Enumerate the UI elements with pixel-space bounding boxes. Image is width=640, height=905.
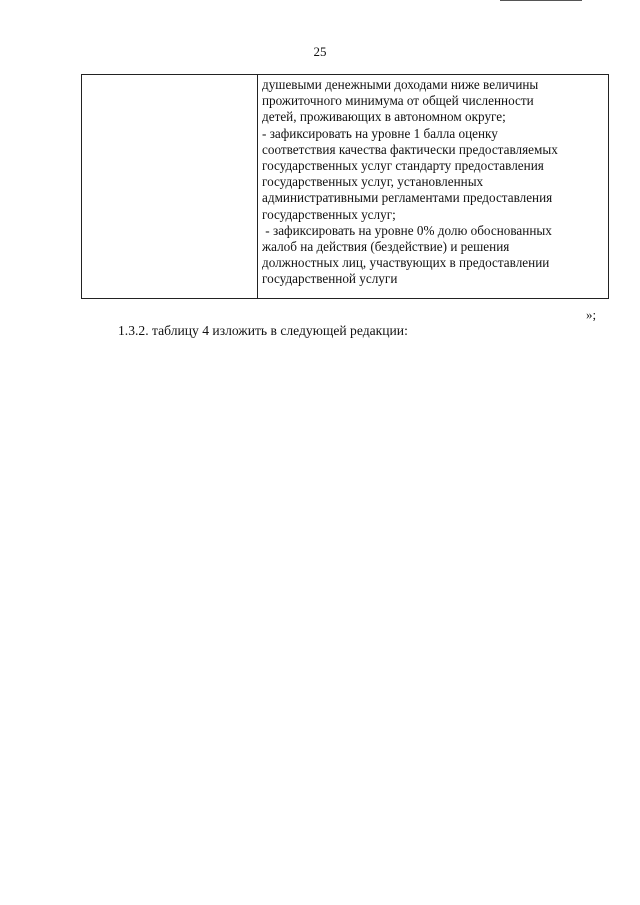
indicators-table <box>81 74 609 299</box>
table-row <box>82 75 609 299</box>
cell-text-line: государственных услуг; <box>262 206 396 222</box>
table-cell-right <box>258 75 609 299</box>
top-edge-rule <box>500 0 582 1</box>
cell-text-line: государственной услуги <box>262 271 398 287</box>
cell-text-line: должностных лиц, участвующих в предоставлении <box>262 255 550 271</box>
page-number: 25 <box>313 44 327 59</box>
cell-text-line: соответствия качества фактически предоставляемых <box>262 141 558 157</box>
cell-text-line: - зафиксировать на уровне 0% долю обоснованных <box>262 222 552 238</box>
closing-quote: »; <box>586 307 597 322</box>
cell-text-line: административными регламентами предоставления <box>262 190 553 206</box>
amendment-paragraph: 1.3.2. таблицу 4 изложить в следующей редакции: <box>118 323 408 338</box>
cell-text-line: государственных услуг стандарту предоставления <box>262 158 544 174</box>
cell-text-line: душевыми денежными доходами ниже величины <box>262 77 539 92</box>
cell-text-line: жалоб на действия (бездействие) и решения <box>262 239 510 255</box>
table-cell-left <box>82 75 258 299</box>
cell-text-line: - зафиксировать на уровне 1 балла оценку <box>262 125 498 141</box>
cell-text-line: государственных услуг, установленных <box>262 174 484 190</box>
cell-text-line: прожиточного минимума от общей численности <box>262 93 534 109</box>
cell-text-line: детей, проживающих в автономном округе; <box>262 109 506 125</box>
